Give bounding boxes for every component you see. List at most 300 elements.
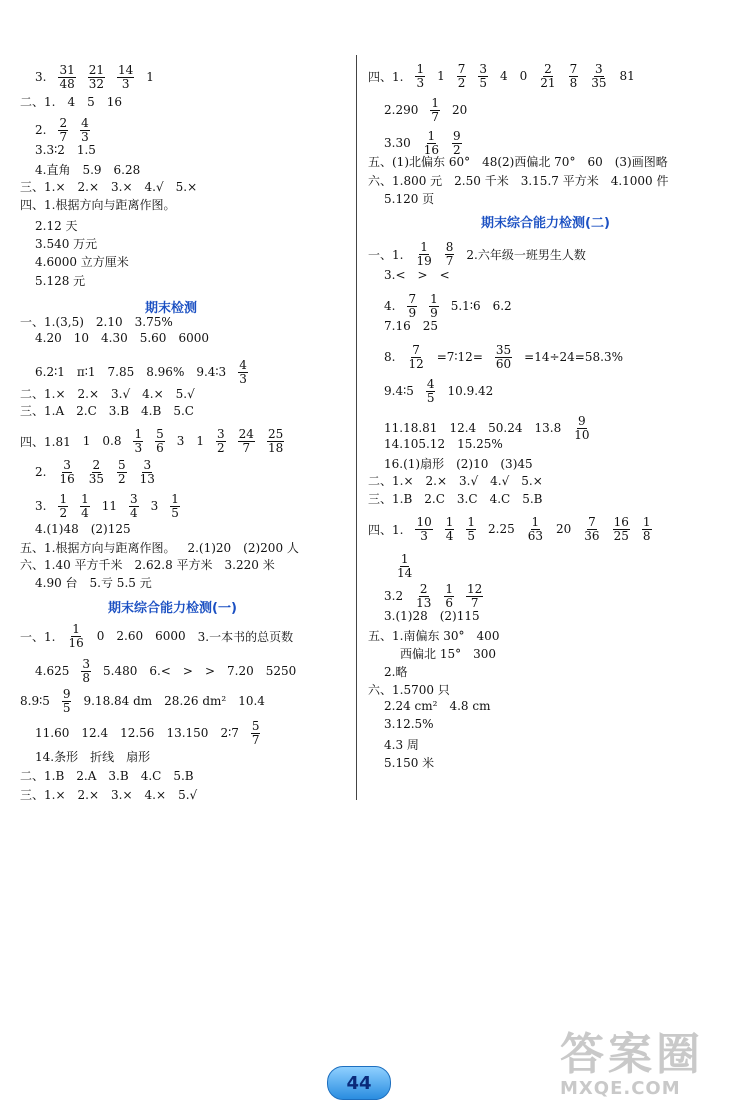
- answer-value: 6000: [155, 629, 186, 644]
- fraction: [62, 688, 72, 714]
- answer-value: >: [204, 664, 215, 679]
- answer-value: 16: [106, 94, 123, 109]
- answer-value: 10: [73, 331, 89, 345]
- answer-value: 10.9.42: [447, 384, 494, 399]
- watermark-logo-text: 答案圈: [560, 1029, 704, 1080]
- answer-value: >: [182, 664, 193, 679]
- answer-label: 4.直角: [35, 163, 71, 177]
- numerator: 16: [613, 515, 629, 529]
- fraction: [415, 516, 432, 542]
- denominator: 3: [134, 440, 143, 455]
- numerator: 7: [569, 62, 578, 76]
- denominator: 12: [408, 356, 424, 371]
- answer-value: 8.96%: [146, 365, 185, 380]
- fraction: [81, 658, 91, 684]
- right-answer-line: [384, 583, 495, 609]
- numerator: 9: [578, 414, 586, 428]
- answer-value: 12.4: [449, 421, 477, 436]
- left-answer-line: [35, 217, 90, 234]
- fraction: [415, 63, 425, 89]
- right-answer-line: [396, 553, 425, 579]
- answer-label: 三、1.B: [368, 492, 413, 506]
- fraction: [642, 516, 652, 542]
- left-answer-line: [35, 253, 141, 270]
- answer-value: >: [417, 268, 428, 282]
- numerator: 31: [59, 63, 75, 77]
- answer-label: 4.3 周: [384, 738, 419, 752]
- denominator: 5: [467, 528, 476, 543]
- answer-value: 4.×: [142, 386, 164, 401]
- answer-value: 0.8: [102, 434, 122, 449]
- denominator: 5: [426, 390, 435, 405]
- answer-value: 4.1000 件: [610, 174, 669, 188]
- answer-label: 11.60: [35, 726, 70, 741]
- answer-label: 4.20: [35, 331, 62, 345]
- numerator: 3: [130, 492, 138, 506]
- numerator: 1: [72, 622, 80, 636]
- answer-value: 12.4: [81, 726, 109, 741]
- fraction: [58, 493, 68, 519]
- answer-label: 五、1.根据方向与距离作图。: [20, 541, 176, 555]
- numerator: 2: [92, 458, 101, 472]
- denominator: 3: [420, 528, 428, 543]
- answer-label: 6.2∶1: [35, 365, 65, 380]
- answer-label: 2.: [35, 123, 47, 138]
- answer-value: 4.√: [144, 179, 164, 194]
- answer-value: 3: [176, 434, 185, 449]
- right-answer-line: [384, 319, 450, 333]
- denominator: 8: [82, 670, 90, 685]
- denominator: 7: [251, 732, 260, 747]
- denominator: 5: [62, 700, 71, 715]
- answer-value: 3.B: [108, 403, 130, 418]
- numerator: 1: [427, 129, 436, 143]
- fraction: [444, 583, 454, 609]
- numerator: 24: [238, 427, 254, 441]
- denominator: 16: [59, 471, 75, 486]
- numerator: 35: [495, 343, 512, 357]
- fraction: [80, 493, 90, 519]
- answer-value: 2∶7: [220, 726, 239, 741]
- fraction: [457, 63, 467, 89]
- answer-value: 2.(1)20: [187, 540, 232, 555]
- answer-value: 81: [619, 69, 635, 84]
- denominator: 4: [445, 528, 454, 543]
- answer-value: 3.15.7 平方米: [520, 174, 599, 188]
- answer-value: 7.20: [227, 664, 254, 679]
- right-answer-line: [384, 378, 505, 404]
- numerator: 1: [134, 427, 143, 441]
- numerator: 1: [467, 515, 476, 529]
- answer-label: 六、1.800 元: [368, 174, 443, 188]
- right-answer-line: [384, 190, 446, 207]
- answer-value: 3.75%: [134, 314, 173, 329]
- answer-value: 300: [473, 646, 496, 661]
- numerator: 5: [118, 458, 126, 472]
- numerator: 1: [400, 552, 409, 566]
- numerator: 7: [588, 515, 596, 529]
- numerator: 1: [81, 492, 89, 506]
- answer-value: 9.18.84 dm: [83, 694, 153, 709]
- answer-value: 5.9: [82, 162, 102, 177]
- denominator: 14: [397, 565, 413, 580]
- right-answer-line: [368, 490, 554, 507]
- answer-value: 3.√: [111, 386, 131, 401]
- numerator: 3: [217, 427, 225, 441]
- denominator: 63: [527, 528, 544, 543]
- left-answer-line: [20, 93, 134, 110]
- answer-value: 5.亏 5.5 元: [89, 576, 152, 590]
- right-answer-line: [384, 293, 524, 319]
- denominator: 16: [423, 142, 439, 157]
- right-answer-line: [384, 663, 419, 680]
- answer-value: 2.50 千米: [454, 174, 509, 188]
- numerator: 9: [453, 129, 461, 143]
- answer-value: 3.B: [108, 768, 129, 783]
- right-answer-line: [368, 241, 598, 267]
- denominator: 36: [584, 528, 600, 543]
- numerator: 3: [63, 458, 71, 472]
- answer-label: 一、1.: [368, 247, 404, 262]
- numerator: 1: [430, 292, 438, 306]
- answer-value: 5250: [265, 664, 297, 679]
- fraction: [133, 428, 143, 454]
- answer-value: 5.1∶6: [450, 299, 481, 314]
- fraction: [583, 516, 600, 542]
- denominator: 16: [68, 635, 84, 650]
- answer-value: =14÷24=58.3%: [524, 350, 623, 365]
- denominator: 21: [540, 75, 556, 90]
- numerator: 1: [171, 492, 179, 506]
- answer-value: 2.六年级一班男生人数: [466, 247, 586, 262]
- answer-value: 1.5: [76, 143, 96, 157]
- answer-value: 5.480: [103, 664, 138, 679]
- fraction: [407, 293, 417, 319]
- left-answer-line: [20, 688, 277, 714]
- answer-value: 28.26 dm²: [164, 694, 227, 709]
- denominator: 2: [457, 75, 466, 90]
- fraction: [238, 359, 248, 385]
- left-answer-line: [20, 623, 305, 649]
- left-answer-line: [35, 235, 109, 252]
- numerator: 3: [479, 62, 488, 76]
- left-answer-line: [35, 272, 97, 289]
- numerator: 12: [467, 582, 483, 596]
- numerator: 1: [420, 240, 428, 254]
- left-answer-line: [35, 493, 192, 519]
- answer-value: 0: [519, 69, 528, 84]
- answer-value: 2.C: [76, 403, 97, 418]
- answer-value: 4: [500, 69, 508, 84]
- answer-value: 2.10: [95, 314, 123, 329]
- right-answer-line: [368, 627, 511, 644]
- answer-value: 1: [437, 69, 445, 84]
- left-answer-line: [35, 748, 162, 765]
- answer-value: (3)45: [500, 456, 533, 471]
- answer-value: 1: [82, 434, 91, 449]
- answer-value: 2.×: [77, 787, 100, 802]
- denominator: 10: [574, 427, 590, 442]
- left-answer-line: [35, 331, 221, 345]
- answer-value: 4.8 cm: [449, 699, 491, 713]
- fraction: [426, 378, 436, 404]
- fraction: [251, 720, 261, 746]
- denominator: 8: [569, 75, 578, 90]
- answer-value: 5: [87, 94, 95, 109]
- answer-label: 16.(1)扇形: [384, 457, 445, 471]
- fraction: [170, 493, 180, 519]
- answer-value: 2.×: [77, 386, 100, 401]
- fraction: [129, 493, 139, 519]
- answer-label: 三、1.×: [20, 180, 66, 194]
- fraction: [80, 117, 90, 143]
- right-answer-line: [384, 344, 635, 370]
- denominator: 13: [139, 471, 155, 486]
- page-number: 44: [327, 1066, 391, 1100]
- section-heading-comprehensive-2: 期末综合能力检测(二): [481, 216, 610, 231]
- answer-label: 4.: [384, 299, 396, 314]
- answer-label: 一、1.: [20, 629, 56, 644]
- answer-value: 3.√: [459, 473, 479, 488]
- answer-label: 六、1.40 平方千米: [20, 558, 123, 572]
- numerator: 2: [419, 582, 428, 596]
- answer-value: 5.B: [173, 768, 194, 783]
- answer-label: 3.540 万元: [35, 237, 98, 251]
- fraction: [613, 516, 630, 542]
- answer-label: 9.4∶5: [384, 384, 414, 399]
- numerator: 3: [143, 458, 152, 472]
- answer-value: 12.56: [120, 726, 155, 741]
- answer-value: 13.8: [534, 421, 562, 436]
- denominator: 4: [130, 505, 138, 520]
- denominator: 5: [479, 75, 488, 90]
- answer-value: 2.A: [76, 768, 97, 783]
- answer-label: 3.: [35, 70, 47, 85]
- numerator: 8: [445, 240, 454, 254]
- denominator: 35: [88, 471, 105, 486]
- answer-label: 5.128 元: [35, 274, 86, 288]
- fraction: [466, 516, 476, 542]
- answer-value: 3.C: [456, 491, 478, 506]
- answer-value: =7∶12=: [436, 350, 483, 365]
- answer-value: 5.60: [139, 331, 167, 345]
- right-answer-line: [368, 63, 647, 89]
- answer-value: 20: [452, 103, 468, 118]
- right-answer-line: [384, 455, 545, 472]
- answer-value: 3.×: [111, 787, 133, 802]
- numerator: 2: [59, 116, 68, 130]
- fraction: [445, 516, 455, 542]
- answer-label: 四、1.根据方向与距离作图。: [20, 198, 176, 212]
- answer-value: 4.×: [144, 787, 167, 802]
- answer-value: 6.28: [113, 162, 141, 177]
- numerator: 7: [408, 292, 417, 306]
- answer-value: 4.30: [101, 331, 128, 345]
- answer-label: 3.: [35, 499, 47, 514]
- section-heading-comprehensive-1: 期末综合能力检测(一): [108, 601, 237, 616]
- numerator: 3: [595, 62, 603, 76]
- left-answer-line: [20, 428, 296, 454]
- answer-value: 1: [196, 434, 205, 449]
- denominator: 35: [591, 75, 607, 90]
- fraction: [396, 553, 413, 579]
- denominator: 6: [445, 595, 454, 610]
- column-divider: [356, 55, 357, 800]
- fraction: [430, 97, 440, 123]
- right-answer-line: [384, 717, 446, 731]
- answer-label: 3.30: [384, 136, 411, 151]
- numerator: 1: [531, 515, 540, 529]
- answer-value: 6.2: [492, 299, 512, 314]
- answer-value: 13.150: [166, 726, 209, 741]
- answer-value: 4.C: [489, 491, 511, 506]
- answer-value: π∶1: [76, 365, 96, 380]
- fraction: [88, 64, 105, 90]
- answer-value: 5.B: [522, 491, 543, 506]
- denominator: 2: [453, 142, 461, 157]
- left-answer-line: [20, 385, 207, 402]
- fraction: [58, 64, 75, 90]
- denominator: 2: [217, 440, 225, 455]
- fraction: [117, 64, 134, 90]
- fraction: [67, 623, 84, 649]
- numerator: 7: [412, 343, 420, 357]
- denominator: 13: [416, 595, 432, 610]
- answer-label: 3.3∶2: [35, 143, 65, 157]
- fraction: [155, 428, 165, 454]
- denominator: 8: [642, 528, 651, 543]
- fraction: [445, 241, 455, 267]
- answer-value: 2.60: [116, 629, 144, 644]
- watermark-url: MXQE.COM: [560, 1078, 681, 1099]
- left-answer-line: [20, 767, 206, 784]
- answer-label: 3.<: [384, 268, 406, 282]
- right-answer-line: [384, 736, 431, 753]
- answer-value: 折线: [90, 750, 115, 764]
- left-answer-line: [35, 720, 272, 746]
- fraction: [478, 63, 488, 89]
- fraction: [590, 63, 607, 89]
- answer-label: 三、1.A: [20, 404, 65, 418]
- answer-value: 4: [67, 94, 76, 109]
- answer-label: 西偏北 15°: [400, 647, 462, 661]
- answer-label: 4.90 台: [35, 576, 78, 590]
- answer-value: (2)115: [439, 609, 480, 623]
- denominator: 60: [495, 356, 512, 371]
- left-answer-line: [20, 786, 209, 803]
- right-answer-line: [384, 699, 502, 713]
- left-answer-line: [35, 522, 143, 536]
- numerator: 1: [416, 62, 425, 76]
- numerator: 25: [267, 427, 284, 441]
- right-answer-line: [368, 153, 680, 170]
- denominator: 2: [118, 471, 126, 486]
- right-answer-line: [384, 609, 492, 623]
- left-answer-line: [35, 658, 308, 684]
- fraction: [58, 117, 68, 143]
- answer-label: 四、1.: [368, 522, 404, 537]
- fraction: [238, 428, 255, 454]
- fraction: [429, 293, 439, 319]
- answer-label: 2.290: [384, 103, 419, 118]
- answer-label: 2.24 cm²: [384, 699, 438, 713]
- answer-label: 2.: [35, 465, 47, 480]
- right-answer-line: [400, 645, 508, 662]
- denominator: 4: [81, 505, 89, 520]
- answer-value: 6.<: [149, 664, 171, 679]
- answer-value: 4.C: [140, 768, 162, 783]
- numerator: 5: [156, 427, 164, 441]
- left-answer-line: [35, 117, 102, 143]
- fraction: [466, 583, 483, 609]
- right-answer-line: [384, 437, 515, 451]
- answer-label: 四、1.: [368, 69, 404, 84]
- right-answer-line: [384, 754, 446, 771]
- answer-label: 六、1.5700 只: [368, 683, 450, 697]
- answer-label: 14.条形: [35, 750, 79, 764]
- denominator: 19: [416, 253, 432, 268]
- denominator: 3: [81, 129, 89, 144]
- answer-value: 2.C: [424, 491, 445, 506]
- answer-value: 5.×: [521, 473, 543, 488]
- numerator: 4: [239, 358, 247, 372]
- answer-label: 三、1.×: [20, 788, 66, 802]
- denominator: 3: [416, 75, 425, 90]
- answer-value: 25: [422, 319, 438, 333]
- answer-label: 4.(1)48: [35, 522, 79, 536]
- answer-label: 4.625: [35, 664, 70, 679]
- answer-value: 15.25%: [457, 437, 503, 451]
- left-answer-line: [35, 143, 108, 157]
- answer-value: 7.85: [107, 365, 135, 380]
- numerator: 1: [445, 582, 454, 596]
- answer-label: 二、1.×: [368, 474, 414, 488]
- answer-label: 一、1.(3,5): [20, 315, 84, 329]
- numerator: 3: [82, 657, 90, 671]
- denominator: 25: [613, 528, 629, 543]
- fraction: [139, 459, 156, 485]
- fraction: [88, 459, 105, 485]
- answer-value: 4.√: [490, 473, 510, 488]
- answer-label: 5.120 页: [384, 192, 435, 206]
- answer-value: 2.×: [77, 179, 100, 194]
- answer-value: 5.C: [173, 403, 194, 418]
- answer-value: 0: [96, 629, 105, 644]
- answer-label: 8.: [384, 350, 396, 365]
- numerator: 1: [59, 492, 68, 506]
- answer-label: 3.(1)28: [384, 609, 428, 623]
- denominator: 48: [59, 76, 75, 91]
- answer-value: 扇形: [126, 750, 151, 764]
- fraction: [407, 344, 424, 370]
- answer-label: 四、1.81: [20, 434, 71, 449]
- numerator: 4: [426, 377, 435, 391]
- answer-value: 3: [150, 499, 159, 514]
- answer-label: 5.150 米: [384, 756, 435, 770]
- answer-label: 五、1.南偏东 30°: [368, 629, 465, 643]
- answer-label: 2.略: [384, 665, 408, 679]
- denominator: 3: [239, 371, 247, 386]
- answer-value: 50.24: [488, 421, 523, 436]
- right-answer-line: [384, 97, 479, 123]
- answer-value: 3.×: [111, 179, 133, 194]
- answer-value: (2)125: [90, 522, 131, 536]
- denominator: 7: [431, 109, 439, 124]
- right-answer-line: [368, 681, 462, 698]
- denominator: 9: [430, 305, 438, 320]
- fraction: [569, 63, 579, 89]
- denominator: 9: [408, 305, 417, 320]
